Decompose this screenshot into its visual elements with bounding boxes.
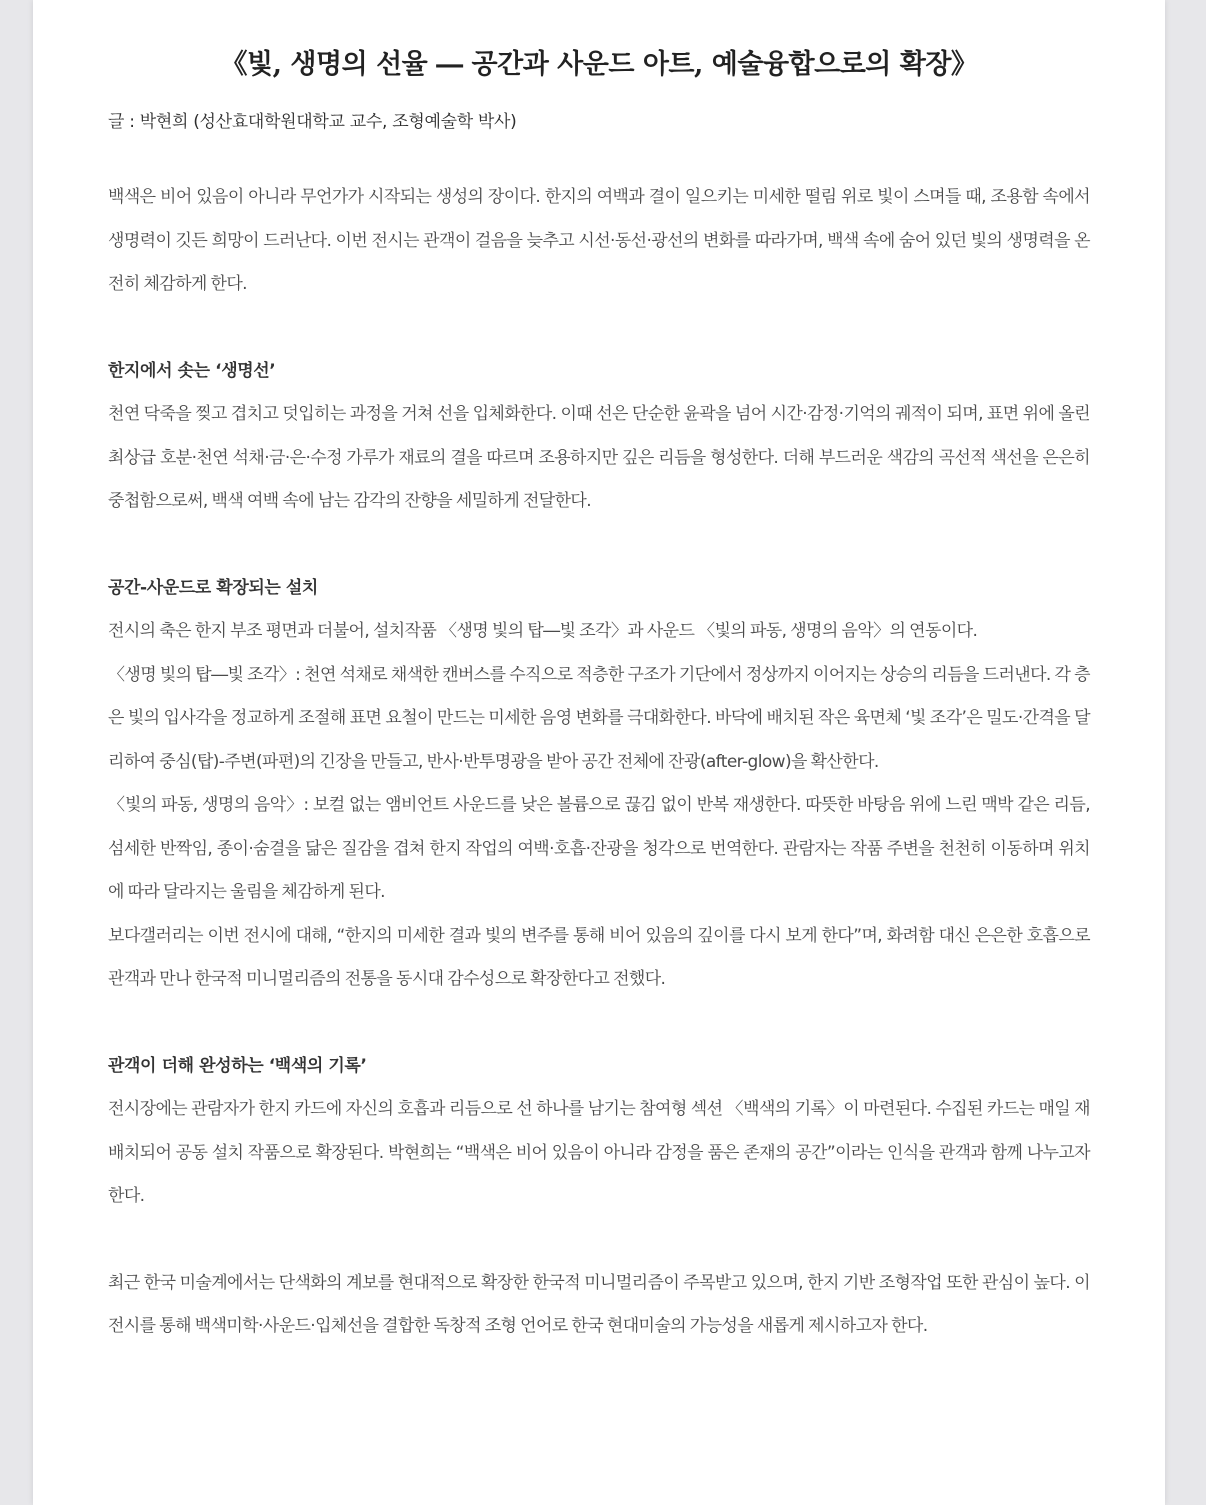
article-page — [33, 0, 1165, 1505]
article-byline: 글 : 박현희 (성산효대학원대학교 교수, 조형예술학 박사) — [108, 112, 517, 132]
section-heading: 관객이 더해 완성하는 ‘백색의 기록’ — [108, 1055, 367, 1076]
section-paragraph: 〈생명 빛의 탑―빛 조각〉: 천연 석채로 채색한 캔버스를 수직으로 적층한 구조가 기단에서 정상까지 이어지는 상승의 리듬을 드러낸다. 각 층은 빛의 입사각을 정교하게 조절해 표면 요철이 만드는 미세한 음영 변화를 극대화한다. 바닥에 배치된 작은 육면체 ‘빛 조각’은 밀도·간격을 달리하여 중심(탑)-주변(파편)의 긴장을 만들고, 반사·반투명광을 받아 공간 전체에 잔광(after-glow)을 확산한다. — [108, 664, 1090, 772]
section-participation — [108, 1045, 1090, 1219]
section-paragraph: 천연 닥죽을 찢고 겹치고 덧입히는 과정을 거쳐 선을 입체화한다. 이때 선은 단순한 윤곽을 넘어 시간·감정·기억의 궤적이 되며, 표면 위에 올린 최상급 호분·천연 석채·금·은·수정 가루가 재료의 결을 따르며 조용하지만 깊은 리듬을 형성한다. 더해 부드러운 색감의 곡선적 색선을 은은히 중첩함으로써, 백색 여백 속에 남는 감각의 잔향을 세밀하게 전달한다. — [108, 404, 1090, 511]
article-title: 《빛, 생명의 선율 ― 공간과 사운드 아트, 예술융합으로의 확장》 — [220, 49, 978, 80]
section-heading: 한지에서 솟는 ‘생명선’ — [108, 360, 276, 381]
section-heading: 공간-사운드로 확장되는 설치 — [108, 577, 318, 598]
section-installation — [108, 567, 1090, 1002]
section-paragraph: 〈빛의 파동, 생명의 음악〉: 보컬 없는 앰비언트 사운드를 낮은 볼륨으로 끊김 없이 반복 재생한다. 따뜻한 바탕음 위에 느린 맥박 같은 리듬, 섬세한 반짝임, 종이·숨결을 닮은 질감을 겹쳐 한지 작업의 여백·호흡·잔광을 청각으로 번역한다. 관람자는 작품 주변을 천천히 이동하며 위치에 따라 달라지는 울림을 체감하게 된다. — [108, 795, 1090, 902]
closing-paragraph: 최근 한국 미술계에서는 단색화의 계보를 현대적으로 확장한 한국적 미니멀리즘이 주목받고 있으며, 한지 기반 조형작업 또한 관심이 높다. 이 전시를 통해 백색미학·사운드·입체선을 결합한 독창적 조형 언어로 한국 현대미술의 가능성을 새롭게 제시하고자 한다. — [108, 1272, 1090, 1336]
intro-paragraph: 백색은 비어 있음이 아니라 무언가가 시작되는 생성의 장이다. 한지의 여백과 결이 일으키는 미세한 떨림 위로 빛이 스며들 때, 조용함 속에서 생명력이 깃든 희망이 드러난다. 이번 전시는 관객이 걸음을 늦추고 시선·동선·광선의 변화를 따라가며, 백색 속에 숨어 있던 빛의 생명력을 온전히 체감하게 한다. — [108, 187, 1090, 294]
section-lifeline — [108, 350, 1090, 524]
section-paragraph: 전시의 축은 한지 부조 평면과 더불어, 설치작품 〈생명 빛의 탑―빛 조각〉과 사운드 〈빛의 파동, 생명의 음악〉의 연동이다. — [108, 621, 978, 641]
section-paragraph: 보다갤러리는 이번 전시에 대해, “한지의 미세한 결과 빛의 변주를 통해 비어 있음의 깊이를 다시 보게 한다”며, 화려함 대신 은은한 호흡으로 관객과 만나 한국적 미니멀리즘의 전통을 동시대 감수성으로 확장한다고 전했다. — [108, 925, 1090, 989]
section-paragraph: 전시장에는 관람자가 한지 카드에 자신의 호흡과 리듬으로 선 하나를 남기는 참여형 섹션 〈백색의 기록〉이 마련된다. 수집된 카드는 매일 재배치되어 공동 설치 작품으로 확장된다. 박현희는 “백색은 비어 있음이 아니라 감정을 품은 존재의 공간”이라는 인식을 관객과 함께 나누고자 한다. — [108, 1099, 1090, 1206]
